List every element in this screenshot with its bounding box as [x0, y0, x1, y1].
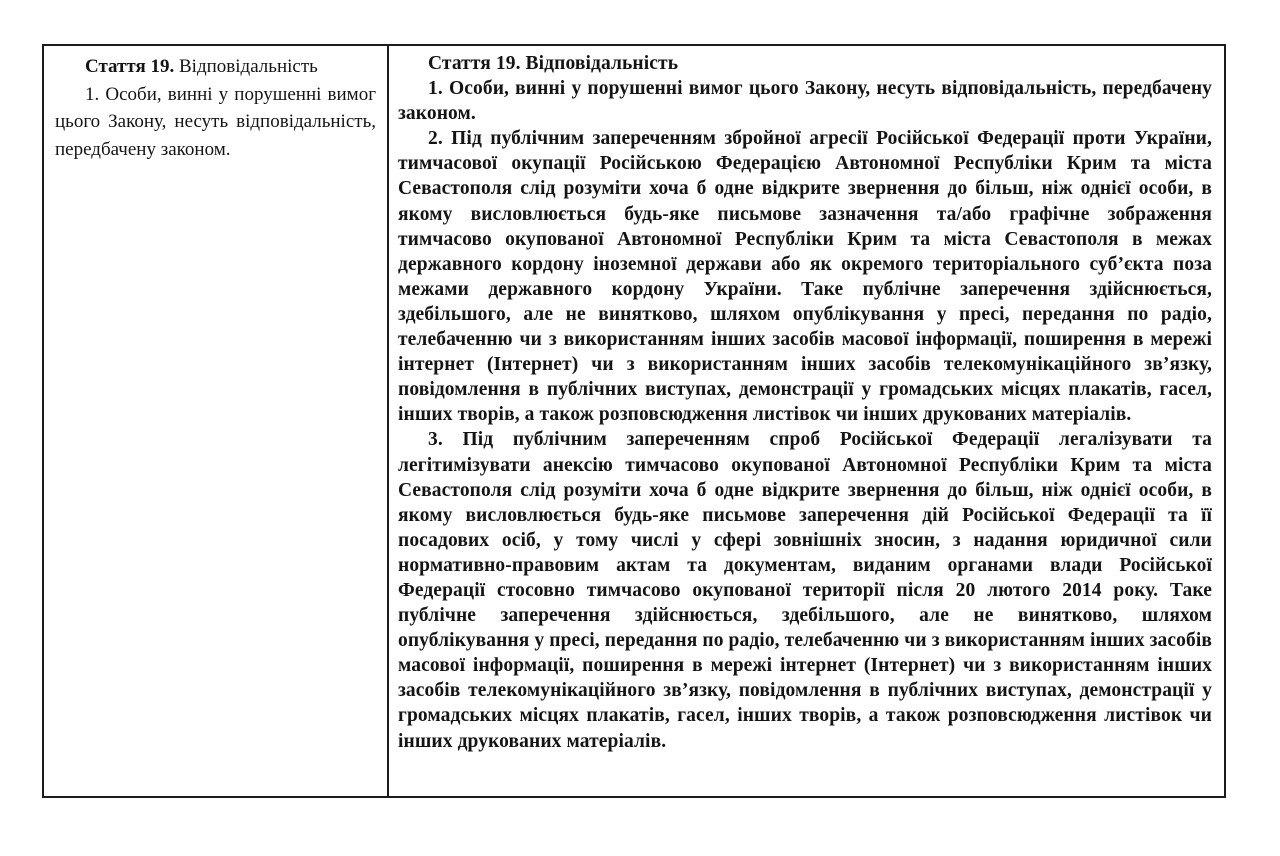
right-column-amended-text — [389, 46, 1224, 796]
left-article-title: Відповідальність — [174, 56, 318, 77]
right-article-heading: Стаття 19. Відповідальність — [428, 53, 679, 74]
right-paragraph-1: 1. Особи, винні у порушенні вимог цього Закону, несуть відповідальність, передбачену законом. — [398, 78, 1212, 125]
left-column-original-text — [44, 46, 389, 796]
left-article-number: Стаття 19. — [85, 56, 175, 77]
left-paragraph-1: 1. Особи, винні у порушенні вимог цього Закону, несуть відповідальність, передбачену законом. — [55, 83, 376, 160]
right-paragraph-3: 3. Під публічним запереченням спроб Російської Федерації легалізувати та легітимізувати анексію тимчасово окупованої Автономної Республіки Крим та міста Севастополя слід розуміти хоча б одне відкрите звернення до більш, ніж однієї особи, в якому висловлюється будь-яке письмове заперечення дій Російської Федерації та її посадових осіб, у тому числі у сфері зовнішніх зносин, з надання юридичної сили нормативно-правовим актам та документам, виданим органами влади Російської Федерації стосовно тимчасово окупованої території після 20 лютого 2014 року. Таке публічне заперечення здійснюється, здебільшого, але не винятково, шляхом опублікування у пресі, передання по радіо, телебаченню чи з використанням інших засобів масової інформації, поширення в мережі інтернет (Інтернет) чи з використанням інших засобів телекомунікаційного зв’язку, повідомлення в публічних виступах, демонстрації у громадських місцях плакатів, гасел, інших творів, а також розповсюдження листівок чи інших друкованих матеріалів. — [398, 429, 1212, 752]
right-paragraph-2: 2. Під публічним запереченням збройної агресії Російської Федерації проти України, тимчасової окупації Російською Федерацією Автономної Республіки Крим та міста Севастополя слід розуміти хоча б одне відкрите звернення до більш, ніж однієї особи, в якому висловлюється будь-яке письмове зазначення та/або графічне зображення тимчасово окупованої Автономної Республіки Крим та міста Севастополя в межах державного кордону іноземної держави або як окремого територіального суб’єкта поза межами державного кордону України. Таке публічне заперечення здійснюється, здебільшого, але не винятково, шляхом опублікування у пресі, передання по радіо, телебаченню чи з використанням інших засобів масової інформації, поширення в мережі інтернет (Інтернет) чи з використанням інших засобів телекомунікаційного зв’язку, повідомлення в публічних виступах, демонстрації у громадських місцях плакатів, гасел, інших творів, а також розповсюдження листівок чи інших друкованих матеріалів. — [398, 128, 1212, 426]
law-comparison-table — [42, 44, 1226, 798]
left-article-heading — [55, 53, 376, 81]
